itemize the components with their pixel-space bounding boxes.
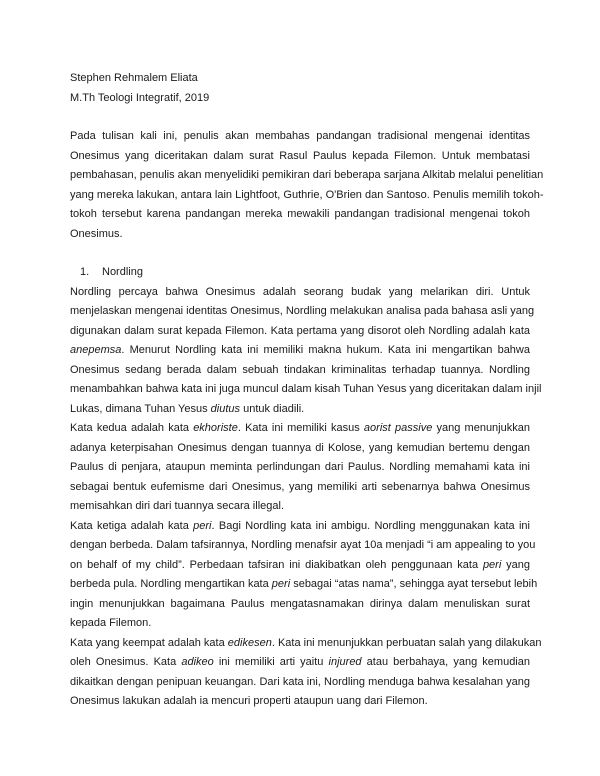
paragraph-nordling-3 bbox=[70, 517, 538, 634]
text-line: anepemsa. Menurut Nordling kata ini memiliki makna hukum. Kata ini mengartikan bahwa bbox=[70, 344, 530, 356]
text-line: oleh Onesimus. Kata adikeo ini memiliki arti yaitu injured atau berbahaya, yang kemudian bbox=[70, 656, 530, 668]
greek-term: edikesen bbox=[227, 636, 272, 649]
paragraph-nordling-2 bbox=[70, 419, 530, 517]
greek-term: peri bbox=[482, 558, 502, 571]
text-line: pembahasan, penulis akan menyelidiki pemikiran dari beberapa sarjana Alkitab melalui penelitian bbox=[70, 169, 544, 181]
text-line: Onesimus sedang berada dalam sebuah tindakan kriminalitas terhadap tuannya. Nordling bbox=[70, 363, 530, 376]
text-line: Kata kedua adalah kata ekhoriste. Kata ini memiliki kasus aorist passive yang menunjukkan bbox=[70, 422, 530, 434]
text-line: adanya keterpisahan Onesimus dengan tuannya di Kolose, yang kemudian bertemu dengan bbox=[70, 441, 530, 454]
section-heading bbox=[70, 263, 530, 283]
text-line: yang mereka lakukan, antara lain Lightfoot, Guthrie, O'Brien dan Santoso. Penulis memilih tokoh- bbox=[70, 188, 544, 201]
grammar-term: aorist passive bbox=[363, 422, 433, 434]
paragraph-nordling-1 bbox=[70, 283, 542, 420]
greek-term: peri bbox=[271, 578, 291, 590]
section-number: 1. bbox=[80, 266, 90, 278]
greek-term: peri bbox=[193, 519, 212, 532]
text-line: Paulus di penjara, ataupun meminta perlindungan dari Paulus. Nordling memahami kata ini bbox=[70, 461, 530, 473]
section-title: Nordling bbox=[102, 266, 143, 278]
text-line: digunakan dalam surat kepada Filemon. Kata pertama yang disorot oleh Nordling adalah kata bbox=[70, 324, 530, 337]
text-line: Onesimus. bbox=[70, 227, 123, 240]
author-name: Stephen Rehmalem Eliata bbox=[70, 72, 198, 84]
text-line: memisahkan diri dari tuannya secara illegal. bbox=[70, 500, 284, 512]
document-body bbox=[70, 69, 544, 712]
paragraph-nordling-4 bbox=[70, 634, 542, 712]
text-line: Onesimus yang diceritakan dalam surat Rasul Paulus kepada Filemon. Untuk membatasi bbox=[70, 149, 530, 162]
text-line: ingin menunjukkan bagaimana Paulus mengatasnamakan dirinya dalam menuliskan surat bbox=[70, 597, 530, 610]
text-line: Nordling percaya bahwa Onesimus adalah seorang budak yang melarikan diri. Untuk bbox=[70, 285, 530, 298]
intro-paragraph bbox=[70, 127, 544, 244]
text-line: dikaitkan dengan penipuan keuangan. Dari kata ini, Nordling menduga bahwa kesalahan yang bbox=[70, 675, 530, 688]
text-line: dengan berbeda. Dalam tafsirannya, Nordling menafsir ayat 10a menjadi “i am appealing to you bbox=[70, 539, 536, 551]
greek-term: ekhoriste bbox=[193, 422, 238, 434]
text-line: on behalf of my child”. Perbedaan tafsiran ini diakibatkan oleh penggunaan kata peri yang bbox=[70, 558, 530, 571]
greek-term: anepemsa bbox=[70, 344, 122, 356]
text-line: kepada Filemon. bbox=[70, 617, 152, 629]
text-line: Kata ketiga adalah kata peri. Bagi Nordling kata ini ambigu. Nordling menggunakan kata ini bbox=[70, 519, 530, 532]
text-line: Onesimus lakukan adalah ia mencuri properti ataupun uang dari Filemon. bbox=[70, 695, 428, 707]
text-line: menjelaskan mengenai identitas Onesimus, Nordling melakukan analisa pada bahasa asli yang bbox=[70, 305, 535, 317]
text-line: menambahkan bahwa kata ini juga muncul dalam kisah Tuhan Yesus yang diceritakan dalam injil bbox=[70, 383, 542, 395]
text-line: Lukas, dimana Tuhan Yesus diutus untuk diadili. bbox=[70, 402, 305, 415]
text-line: berbeda pula. Nordling mengartikan kata peri sebagai “atas nama”, sehingga ayat tersebut lebih bbox=[70, 578, 538, 590]
greek-term: adikeo bbox=[181, 656, 214, 668]
program-year: M.Th Teologi Integratif, 2019 bbox=[70, 91, 210, 104]
text-line: sebagai bentuk eufemisme dari Onesimus, yang memiliki arti sebenarnya bahwa Onesimus bbox=[70, 480, 530, 493]
text-line: Kata yang keempat adalah kata edikesen. Kata ini menunjukkan perbuatan salah yang dilakukan bbox=[70, 636, 542, 649]
text-line: Pada tulisan kali ini, penulis akan membahas pandangan tradisional mengenai identitas bbox=[70, 130, 530, 142]
english-term: injured bbox=[328, 656, 362, 668]
text-line: tokoh tersebut karena pandangan mereka mewakili pandangan tradisional mengenai tokoh bbox=[70, 208, 530, 220]
greek-term: diutus bbox=[210, 402, 241, 415]
